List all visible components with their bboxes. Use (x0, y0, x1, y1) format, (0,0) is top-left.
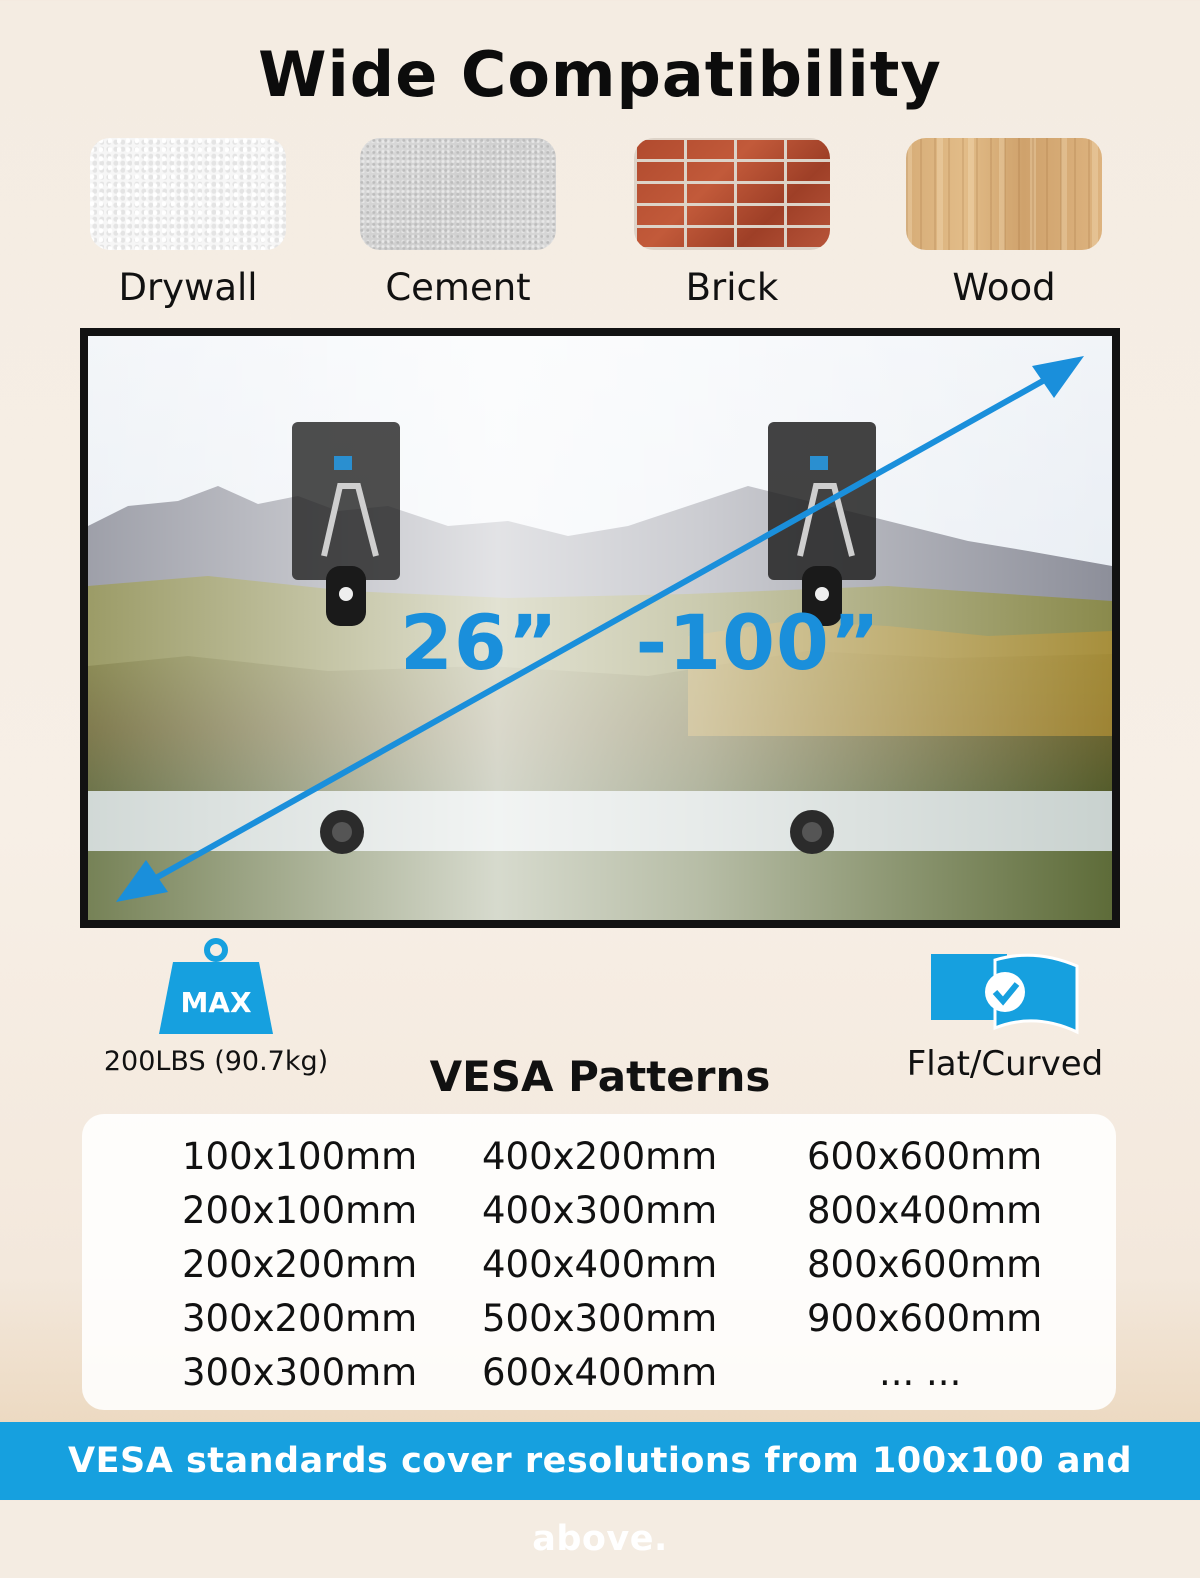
vesa-pattern: 600x400mm (482, 1351, 718, 1394)
vesa-heading: VESA Patterns (429, 1052, 771, 1101)
page-title: Wide Compatibility (258, 38, 942, 111)
tv-size-min: 26” (400, 598, 559, 687)
vesa-pattern: 500x300mm (482, 1297, 718, 1340)
material-wood (904, 138, 1104, 309)
drywall-texture-icon (90, 138, 286, 250)
vesa-pattern: 800x600mm (807, 1243, 1043, 1286)
material-label: Cement (385, 266, 531, 309)
flat-curved-check-icon (925, 948, 1085, 1038)
vesa-pattern: ... ... (879, 1351, 962, 1394)
weight-label: 200LBS (90.7kg) (103, 1046, 329, 1077)
vesa-patterns-table (82, 1114, 1116, 1410)
vesa-pattern: 800x400mm (807, 1189, 1043, 1232)
vesa-pattern: 100x100mm (182, 1135, 418, 1178)
vesa-pattern: 200x100mm (182, 1189, 418, 1232)
vesa-pattern: 400x300mm (482, 1189, 718, 1232)
tv-size-max: -100” (635, 598, 881, 687)
material-list (0, 138, 1200, 318)
vesa-column (807, 1130, 1042, 1400)
material-brick (632, 138, 832, 309)
wood-texture-icon (906, 138, 1102, 250)
vesa-pattern: 300x300mm (182, 1351, 418, 1394)
vesa-pattern: 900x600mm (807, 1297, 1043, 1340)
vesa-pattern: 400x400mm (482, 1243, 718, 1286)
material-drywall (88, 138, 288, 309)
material-label: Wood (952, 266, 1056, 309)
cement-texture-icon (360, 138, 556, 250)
vesa-pattern: 200x200mm (182, 1243, 418, 1286)
vesa-column (182, 1130, 417, 1400)
weight-icon (151, 938, 281, 1038)
screen-type-label: Flat/Curved (906, 1044, 1104, 1084)
footer-banner: VESA standards cover resolutions from 100x100 and above. (0, 1422, 1200, 1500)
vesa-pattern: 600x600mm (807, 1135, 1043, 1178)
vesa-pattern: 400x200mm (482, 1135, 718, 1178)
vesa-column (482, 1130, 717, 1400)
tv-size-range (400, 598, 881, 687)
max-badge: MAX (180, 986, 252, 1019)
vesa-pattern: 300x200mm (182, 1297, 418, 1340)
material-cement (358, 138, 558, 309)
brick-texture-icon (634, 138, 830, 250)
material-label: Drywall (118, 266, 258, 309)
material-label: Brick (685, 266, 779, 309)
